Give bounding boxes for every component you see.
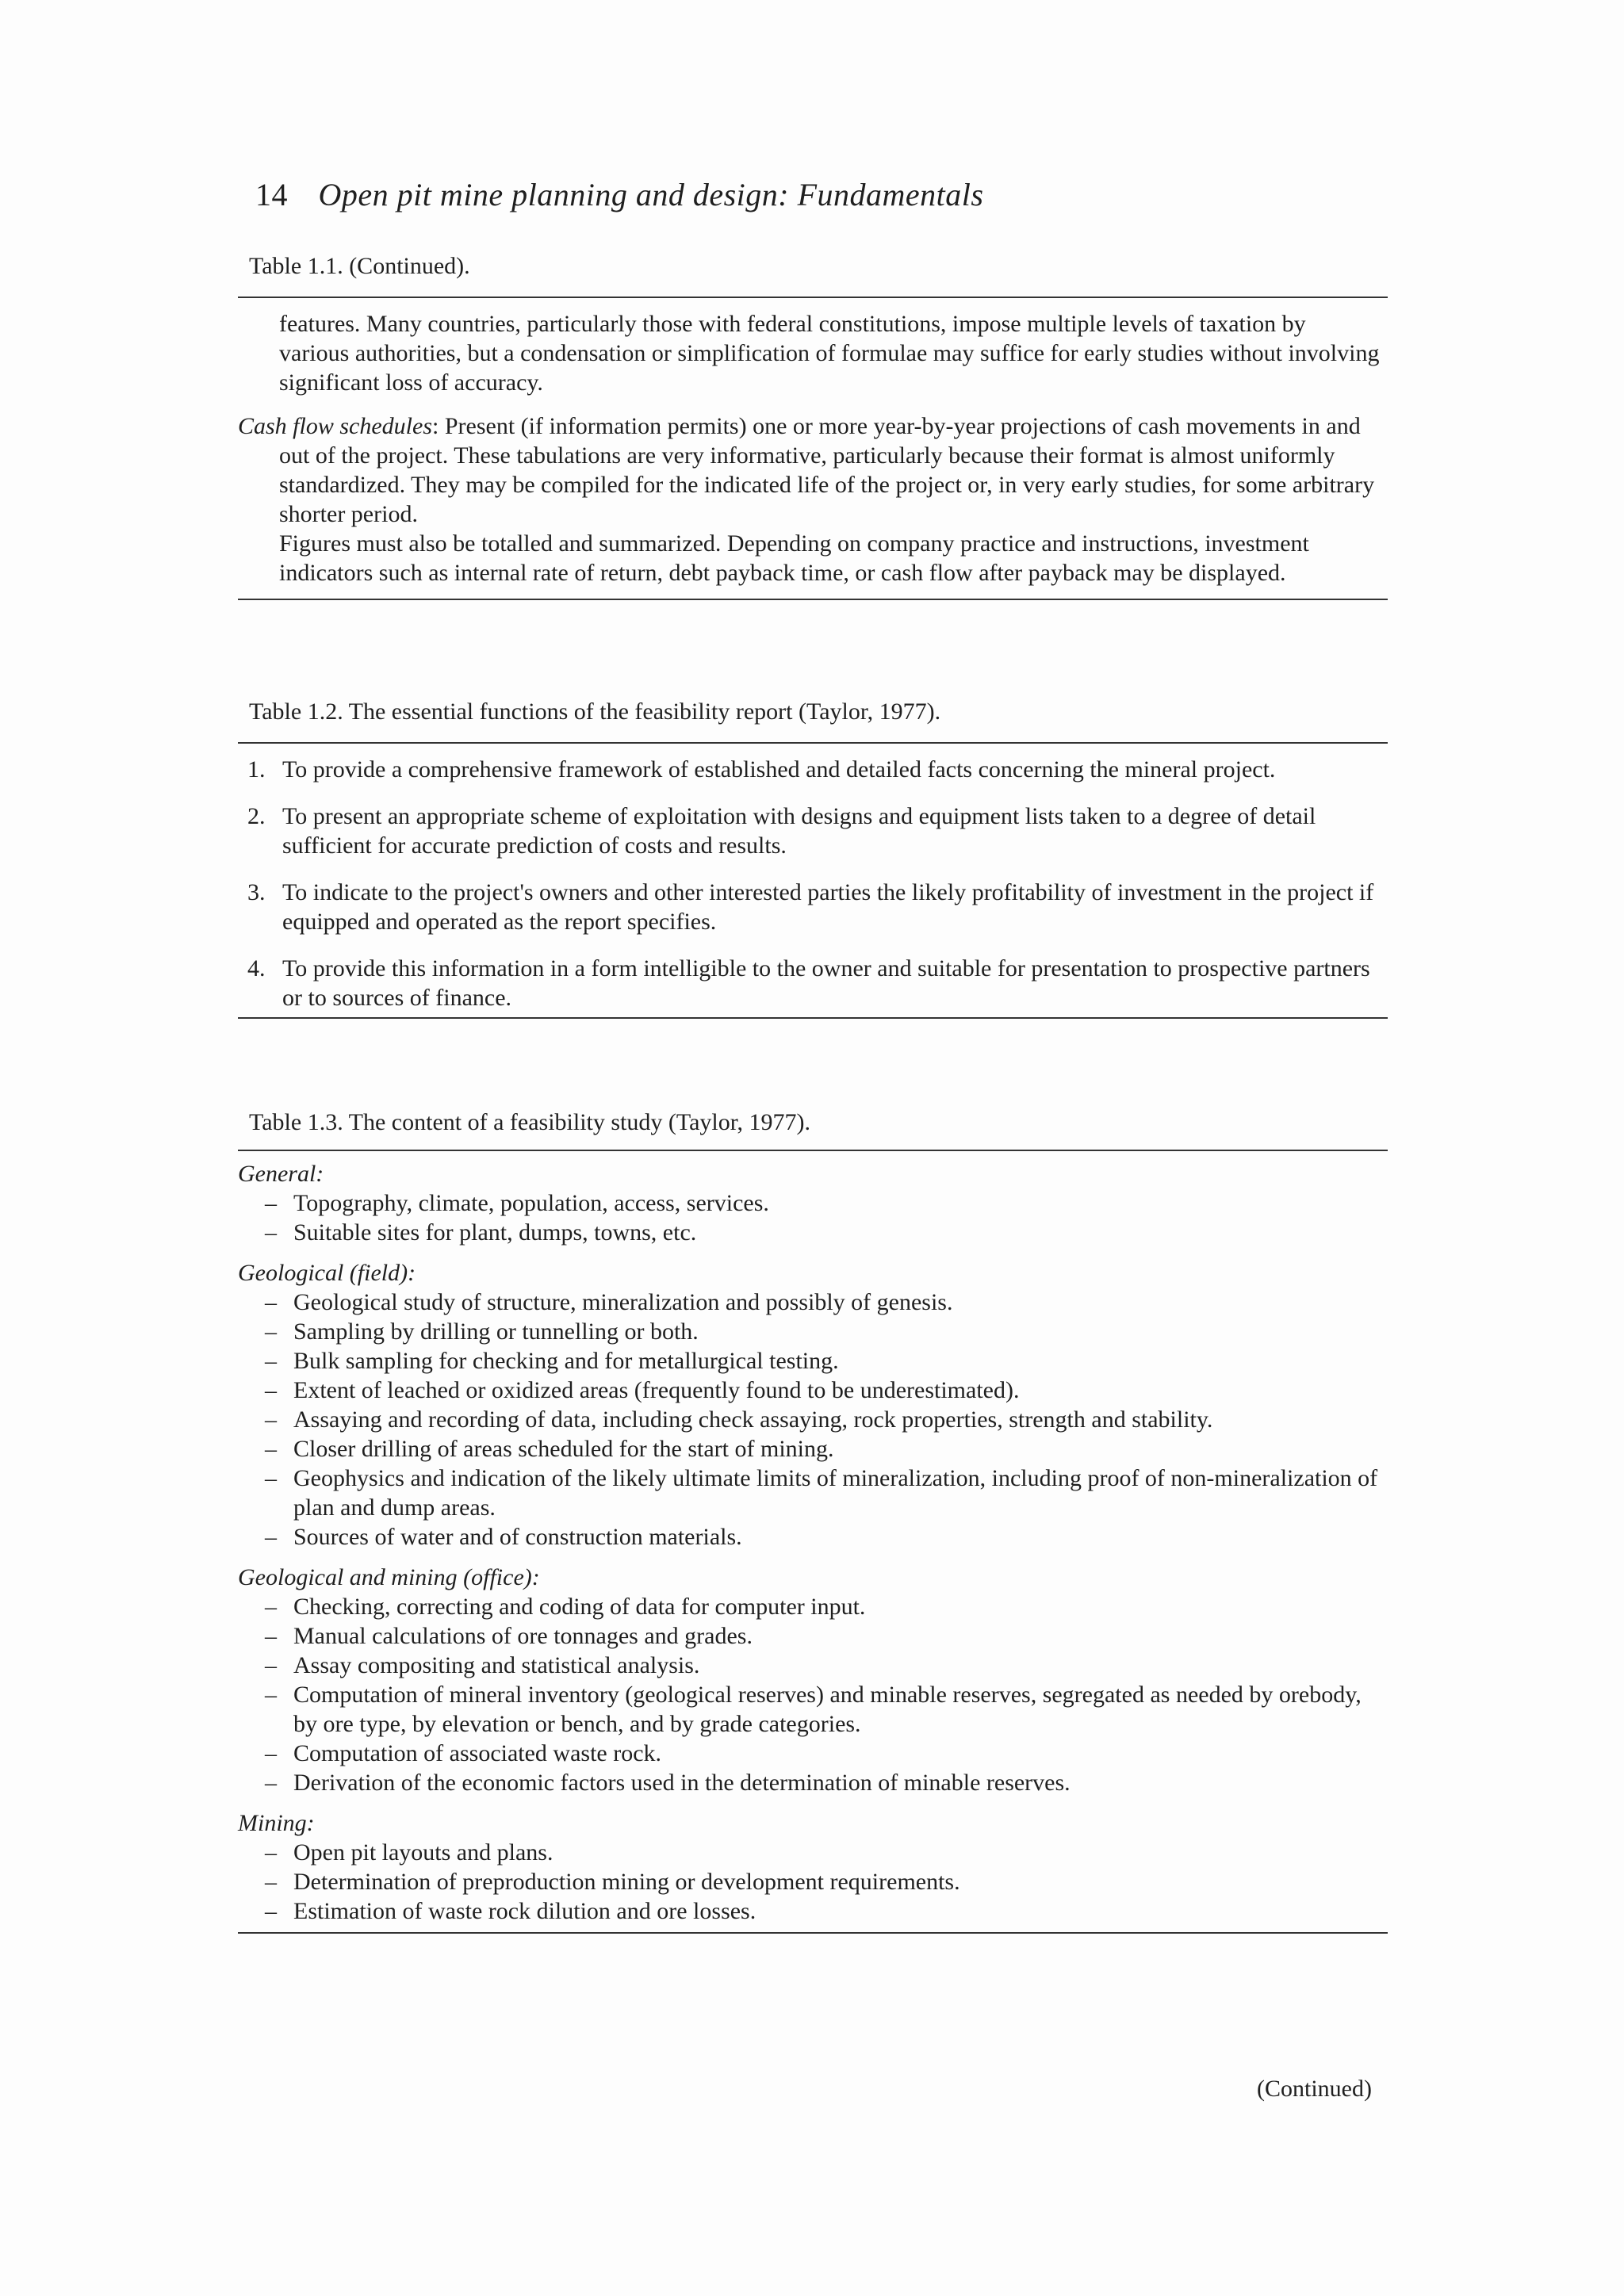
list-item [238, 1288, 1388, 1317]
dash-marker: – [265, 1740, 277, 1766]
list-item [238, 1376, 1388, 1405]
table-1-3-body [238, 1159, 1388, 1926]
item-text: Suitable sites for plant, dumps, towns, etc. [293, 1219, 697, 1246]
dash-marker: – [265, 1898, 277, 1924]
list-item [238, 1680, 1388, 1739]
item-number: 3. [247, 879, 266, 905]
table-1-2 [238, 698, 1388, 1019]
item-text: To indicate to the project's owners and other interested parties the likely profitability of investment in the project if equipped and operated as the report specifies. [282, 879, 1374, 935]
list-item [238, 878, 1388, 936]
section-title-geological-mining-office: Geological and mining (office): [238, 1564, 540, 1590]
item-text: Bulk sampling for checking and for metallurgical testing. [293, 1348, 839, 1374]
item-text: Determination of preproduction mining or development requirements. [293, 1869, 960, 1895]
list-item [238, 1651, 1388, 1680]
figures-paragraph: Figures must also be totalled and summarized. Depending on company practice and instructions, investment indicators such as internal rate of return, debt payback time, or cash flow after payback may be displayed. [279, 530, 1309, 586]
item-number: 2. [247, 803, 266, 829]
list-item [238, 1739, 1388, 1768]
geological-field-list [238, 1288, 1388, 1552]
cash-flow-term: Cash flow schedules [238, 413, 432, 439]
item-text: Manual calculations of ore tonnages and grades. [293, 1623, 753, 1649]
table-1-3-bottom-rule [238, 1932, 1388, 1934]
item-text: Extent of leached or oxidized areas (frequently found to be underestimated). [293, 1377, 1020, 1403]
item-text: To provide this information in a form intelligible to the owner and suitable for presentation to prospective partners or to sources of finance. [282, 955, 1370, 1011]
running-header [255, 176, 983, 213]
table-1-1-body [238, 309, 1388, 587]
list-item [238, 1434, 1388, 1464]
item-text: Geological study of structure, mineralization and possibly of genesis. [293, 1289, 953, 1315]
mining-list [238, 1838, 1388, 1926]
dash-marker: – [265, 1623, 277, 1649]
dash-marker: – [265, 1524, 277, 1550]
table-1-3-caption: Table 1.3. The content of a feasibility study (Taylor, 1977). [249, 1109, 811, 1135]
cash-flow-block [238, 411, 1388, 587]
dash-marker: – [265, 1594, 277, 1620]
item-text: Assaying and recording of data, including check assaying, rock properties, strength and stability. [293, 1406, 1213, 1433]
item-text: Computation of associated waste rock. [293, 1740, 662, 1766]
item-text: Geophysics and indication of the likely ultimate limits of mineralization, including proof of non-mineralization of plan and dump areas. [293, 1465, 1378, 1521]
book-title: Open pit mine planning and design: Fundamentals [318, 177, 984, 212]
item-text: To present an appropriate scheme of exploitation with designs and equipment lists taken to a degree of detail sufficient for accurate prediction of costs and results. [282, 803, 1316, 859]
table-1-1-caption: Table 1.1. (Continued). [249, 253, 470, 279]
list-item [238, 1405, 1388, 1434]
dash-marker: – [265, 1465, 277, 1491]
table-1-2-caption: Table 1.2. The essential functions of the feasibility report (Taylor, 1977). [249, 698, 941, 725]
list-item [238, 1188, 1388, 1218]
dash-marker: – [265, 1652, 277, 1678]
geological-mining-office-list [238, 1592, 1388, 1797]
table-1-2-bottom-rule [238, 1017, 1388, 1019]
dash-marker: – [265, 1289, 277, 1315]
item-text: Estimation of waste rock dilution and ore losses. [293, 1898, 756, 1924]
item-number: 1. [247, 756, 266, 783]
table-1-1 [238, 252, 1388, 600]
item-text: Sources of water and of construction materials. [293, 1524, 742, 1550]
list-item [238, 1522, 1388, 1552]
cash-flow-text: : Present (if information permits) one or more year-by-year projections of cash movements in and out of the project. These tabulations are very informative, particularly because their format is almost uniformly standardized. They may be compiled for the indicated life of the project or, in very early studies, for some arbitrary shorter period. [279, 413, 1375, 527]
functions-list [238, 755, 1388, 1012]
dash-marker: – [265, 1839, 277, 1866]
item-text: Closer drilling of areas scheduled for the start of mining. [293, 1436, 834, 1462]
list-item [238, 954, 1388, 1012]
item-text: Topography, climate, population, access, services. [293, 1190, 769, 1216]
list-item [238, 802, 1388, 860]
item-number: 4. [247, 955, 266, 982]
item-text: Sampling by drilling or tunnelling or both. [293, 1318, 699, 1345]
item-text: Checking, correcting and coding of data for computer input. [293, 1594, 866, 1620]
page-number: 14 [255, 177, 288, 212]
dash-marker: – [265, 1869, 277, 1895]
table-1-1-top-rule [238, 297, 1388, 298]
continuation-block [238, 309, 1388, 397]
section-title-mining: Mining: [238, 1810, 315, 1836]
dash-marker: – [265, 1219, 277, 1246]
dash-marker: – [265, 1377, 277, 1403]
continuation-paragraph: features. Many countries, particularly those with federal constitutions, impose multiple levels of taxation by various authorities, but a condensation or simplification of formulae may suffice for early studies without involving significant loss of accuracy. [279, 311, 1380, 396]
item-text: Open pit layouts and plans. [293, 1839, 553, 1866]
dash-marker: – [265, 1682, 277, 1708]
list-item [238, 755, 1388, 784]
continued-note: (Continued) [1257, 2076, 1372, 2102]
table-1-1-bottom-rule [238, 599, 1388, 600]
cash-flow-paragraph [238, 411, 1388, 529]
dash-marker: – [265, 1190, 277, 1216]
table-1-3 [238, 1108, 1388, 1934]
list-item [238, 1317, 1388, 1346]
item-text: Computation of mineral inventory (geological reserves) and minable reserves, segregated as needed by orebody, by ore type, by elevation or bench, and by grade categories. [293, 1682, 1362, 1737]
table-1-3-top-rule [238, 1150, 1388, 1151]
dash-marker: – [265, 1348, 277, 1374]
item-text: Assay compositing and statistical analysis. [293, 1652, 700, 1678]
list-item [238, 1768, 1388, 1797]
section-title-geological-field: Geological (field): [238, 1260, 416, 1286]
list-item [238, 1464, 1388, 1522]
list-item [238, 1621, 1388, 1651]
list-item [238, 1867, 1388, 1896]
list-item [238, 1346, 1388, 1376]
table-1-2-top-rule [238, 742, 1388, 744]
section-title-general: General: [238, 1161, 324, 1187]
dash-marker: – [265, 1318, 277, 1345]
item-text: To provide a comprehensive framework of established and detailed facts concerning the mineral project. [282, 756, 1276, 783]
list-item [238, 1896, 1388, 1926]
dash-marker: – [265, 1436, 277, 1462]
list-item [238, 1838, 1388, 1867]
figures-block [238, 529, 1388, 587]
item-text: Derivation of the economic factors used in the determination of minable reserves. [293, 1770, 1071, 1796]
dash-marker: – [265, 1770, 277, 1796]
general-list [238, 1188, 1388, 1247]
list-item [238, 1592, 1388, 1621]
dash-marker: – [265, 1406, 277, 1433]
list-item [238, 1218, 1388, 1247]
